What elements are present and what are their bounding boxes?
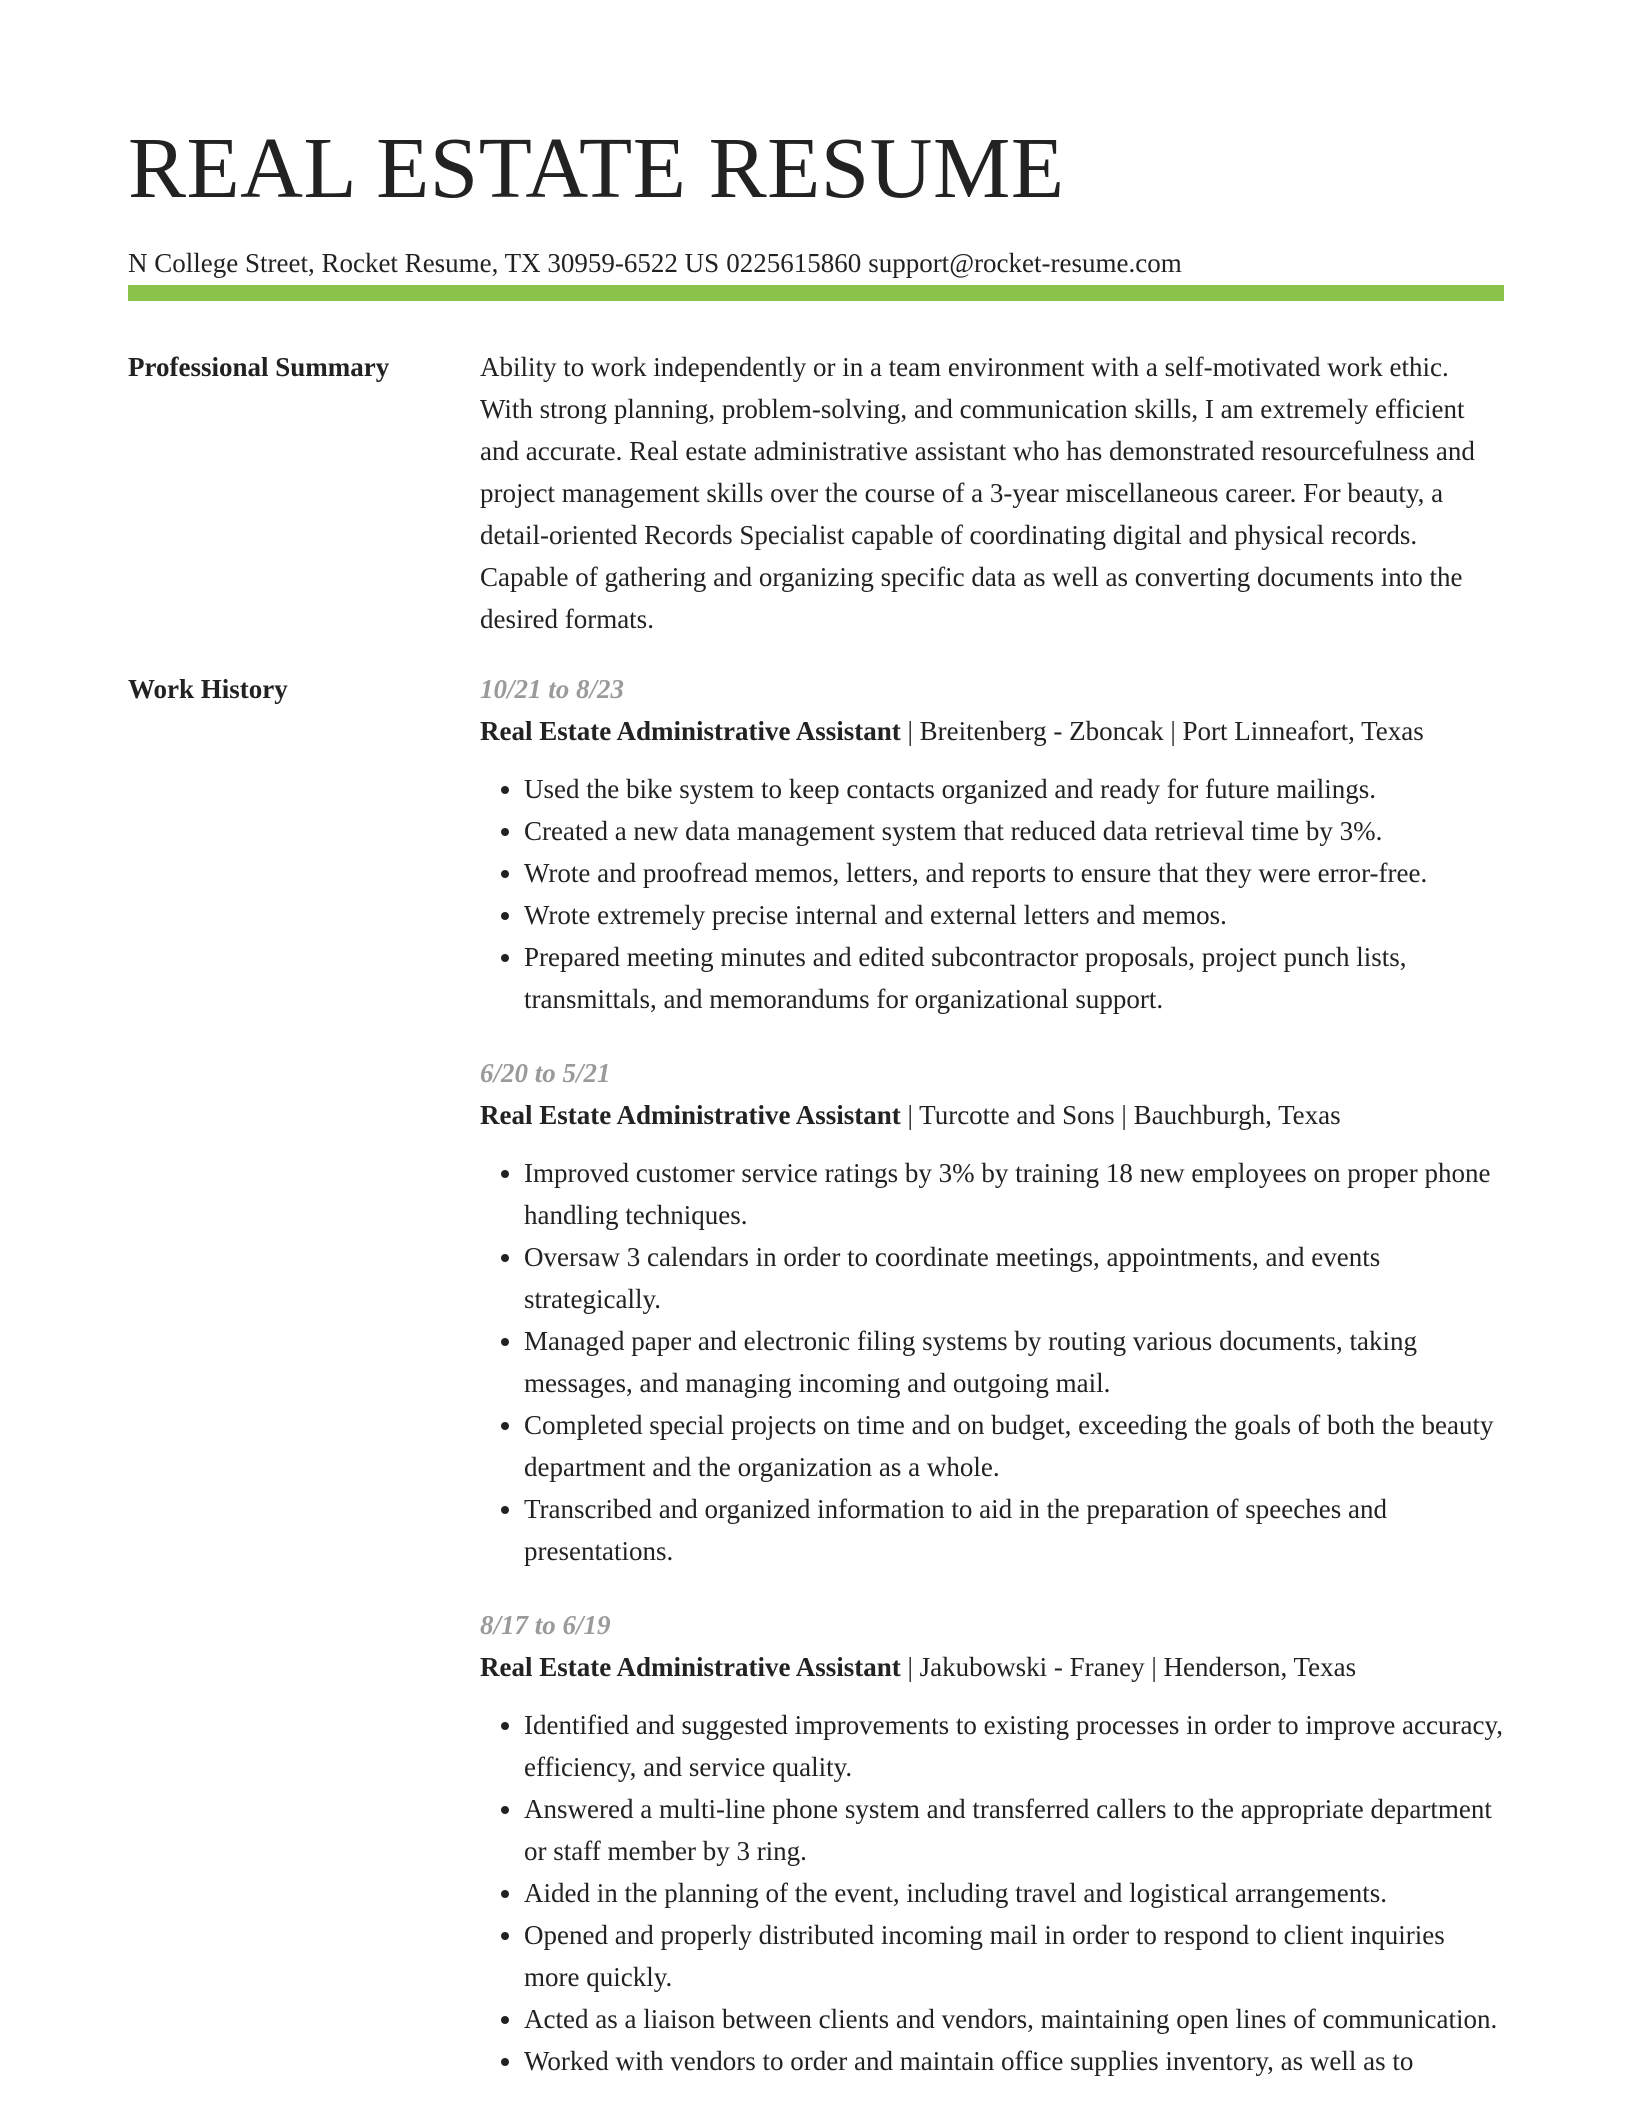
work-history-section xyxy=(128,668,1504,2112)
resume-title: REAL ESTATE RESUME xyxy=(128,119,1065,216)
job-title-line xyxy=(480,1094,1504,1136)
section-label-work-history: Work History xyxy=(128,674,288,704)
job-dates: 6/20 to 5/21 xyxy=(480,1058,611,1088)
job-bullet: • Created a new data management system that reduced data retrieval time by 3%. xyxy=(524,810,1504,852)
job-entry xyxy=(480,668,1504,1020)
job-bullet: • Used the bike system to keep contacts organized and ready for future mailings. xyxy=(524,768,1504,810)
job-bullet: • Worked with vendors to order and maintain office supplies inventory, as well as to xyxy=(524,2040,1504,2082)
job-bullet: • Wrote and proofread memos, letters, and reports to ensure that they were error-free. xyxy=(524,852,1504,894)
job-details: | Breitenberg - Zboncak | Port Linneafort, Texas xyxy=(900,716,1424,746)
job-bullet: • Transcribed and organized information to aid in the preparation of speeches and presentations. xyxy=(524,1488,1504,1572)
resume-header xyxy=(128,118,1504,280)
job-bullet: • Prepared meeting minutes and edited subcontractor proposals, project punch lists, transmittals, and memorandums for organizational support. xyxy=(524,936,1504,1020)
job-details: | Jakubowski - Franey | Henderson, Texas xyxy=(900,1652,1357,1682)
contact-line xyxy=(128,246,1504,280)
job-bullet-list xyxy=(480,1704,1504,2082)
job-bullet: • Acted as a liaison between clients and vendors, maintaining open lines of communication. xyxy=(524,1998,1504,2040)
accent-divider xyxy=(128,285,1504,301)
job-bullet: • Answered a multi-line phone system and transferred callers to the appropriate department or staff member by 3 ring. xyxy=(524,1788,1504,1872)
job-dates: 8/17 to 6/19 xyxy=(480,1610,611,1640)
job-bullet: • Oversaw 3 calendars in order to coordinate meetings, appointments, and events strategically. xyxy=(524,1236,1504,1320)
job-bullet: • Aided in the planning of the event, including travel and logistical arrangements. xyxy=(524,1872,1504,1914)
job-role: Real Estate Administrative Assistant xyxy=(480,716,901,746)
job-bullet: • Improved customer service ratings by 3% by training 18 new employees on proper phone handling techniques. xyxy=(524,1152,1504,1236)
job-bullet: • Completed special projects on time and on budget, exceeding the goals of both the beauty department and the organization as a whole. xyxy=(524,1404,1504,1488)
job-bullet-list xyxy=(480,768,1504,1020)
job-bullet: • Managed paper and electronic filing systems by routing various documents, taking messages, and managing incoming and outgoing mail. xyxy=(524,1320,1504,1404)
job-entry xyxy=(480,1604,1504,2082)
contact-email: support@rocket-resume.com xyxy=(868,248,1182,278)
summary-text: Ability to work independently or in a team environment with a self-motivated work ethic. With strong planning, problem-solving, and communication skills, I am extremely efficient and accurate. Real estate administrative assistant who has demonstrated resourcefulness and project management skills over the course of a 3-year miscellaneous career. For beauty, a detail-oriented Records Specialist capable of coordinating digital and physical records. Capable of gathering and organizing specific data as well as converting documents into the desired formats. xyxy=(480,352,1475,634)
work-history-jobs xyxy=(480,668,1504,2112)
job-bullet: • Identified and suggested improvements to existing processes in order to improve accuracy, efficiency, and service quality. xyxy=(524,1704,1504,1788)
job-bullet: • Wrote extremely precise internal and external letters and memos. xyxy=(524,894,1504,936)
section-label-summary: Professional Summary xyxy=(128,352,390,382)
summary-body xyxy=(480,346,1504,640)
job-bullet-list xyxy=(480,1152,1504,1572)
contact-address: N College Street, Rocket Resume, TX 30959-6522 US xyxy=(128,248,720,278)
job-bullet: • Opened and properly distributed incoming mail in order to respond to client inquiries more quickly. xyxy=(524,1914,1504,1998)
job-title-line xyxy=(480,1646,1504,1688)
job-title-line xyxy=(480,710,1504,752)
contact-phone: 0225615860 xyxy=(726,248,862,278)
job-role: Real Estate Administrative Assistant xyxy=(480,1100,901,1130)
job-role: Real Estate Administrative Assistant xyxy=(480,1652,901,1682)
job-details: | Turcotte and Sons | Bauchburgh, Texas xyxy=(900,1100,1341,1130)
job-entry xyxy=(480,1052,1504,1572)
job-dates: 10/21 to 8/23 xyxy=(480,674,625,704)
professional-summary-section xyxy=(128,346,1504,636)
